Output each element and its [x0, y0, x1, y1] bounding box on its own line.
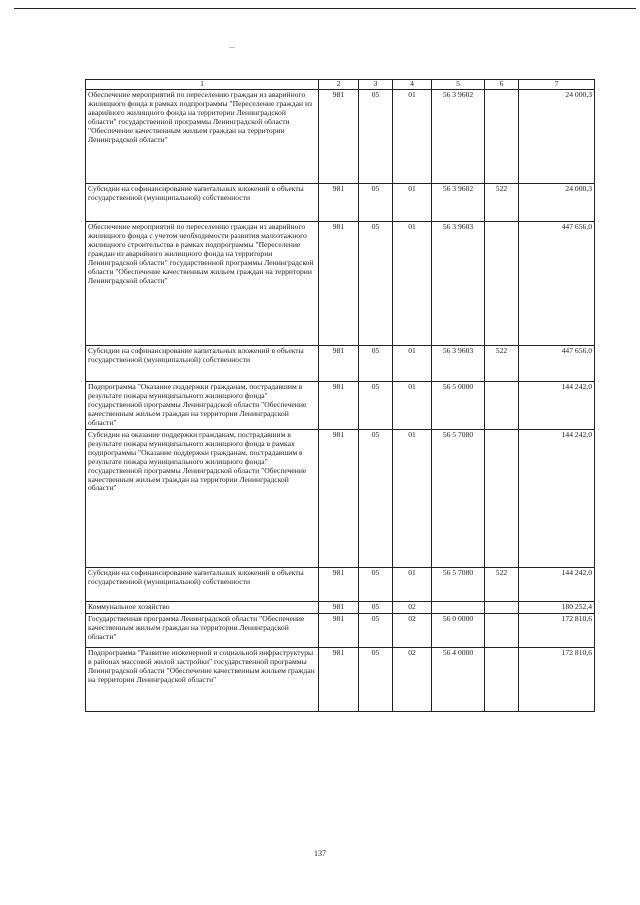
table-row	[86, 184, 595, 222]
row-cell-c5: 56 5 0000	[432, 382, 485, 430]
row-cell-c7: 447 656,0	[519, 222, 595, 346]
row-cell-c2: 981	[319, 429, 359, 567]
row-cell-c5: 56 3 9602	[432, 90, 485, 184]
row-cell-c3: 05	[359, 567, 393, 601]
column-header: 3	[359, 80, 393, 90]
row-cell-c2: 981	[319, 613, 359, 647]
row-description: Субсидии на софинансирование капитальных вложений в объекты государственной (муниципальной) собственности	[86, 567, 319, 601]
row-cell-c7: 144 242,0	[519, 382, 595, 430]
row-cell-c3: 05	[359, 601, 393, 613]
row-cell-c6	[485, 382, 519, 430]
row-cell-c6: 522	[485, 346, 519, 382]
row-cell-c4: 02	[393, 601, 432, 613]
row-cell-c7: 24 000,3	[519, 184, 595, 222]
row-cell-c3: 05	[359, 222, 393, 346]
row-cell-c3: 05	[359, 184, 393, 222]
table-row	[86, 613, 595, 647]
row-cell-c6	[485, 222, 519, 346]
table-row	[86, 222, 595, 346]
row-cell-c7: 144 242,0	[519, 429, 595, 567]
row-description: Обеспечение мероприятий по переселению граждан из аварийного жилищного фонда с учетом необходимости развития малоэтажного жилищного строительства в рамках подпрограммы "Переселение граждан из аварийного жилищного фонда на территории Ленинградской области" государственной программы Ленинградской области "Обеспечение качественным жильем граждан на территории Ленинградской области"	[86, 222, 319, 346]
row-cell-c7: 144 242,0	[519, 567, 595, 601]
row-description: Субсидии на софинансирование капитальных вложений в объекты государственной (муниципальной) собственности	[86, 346, 319, 382]
row-cell-c3: 05	[359, 382, 393, 430]
row-cell-c5	[432, 601, 485, 613]
row-cell-c7: 447 656,0	[519, 346, 595, 382]
row-cell-c4: 02	[393, 647, 432, 711]
row-cell-c6	[485, 647, 519, 711]
row-cell-c5: 56 5 7080	[432, 567, 485, 601]
column-header: 7	[519, 80, 595, 90]
row-cell-c4: 01	[393, 184, 432, 222]
row-cell-c3: 05	[359, 90, 393, 184]
column-header: 2	[319, 80, 359, 90]
table-row	[86, 567, 595, 601]
row-description: Коммунальное хозяйство	[86, 601, 319, 613]
row-cell-c6	[485, 613, 519, 647]
top-rule	[14, 8, 636, 9]
row-cell-c6: 522	[485, 184, 519, 222]
row-cell-c3: 05	[359, 613, 393, 647]
table-row	[86, 429, 595, 567]
row-cell-c2: 981	[319, 184, 359, 222]
page-number: 137	[314, 849, 326, 858]
table-row	[86, 90, 595, 184]
row-cell-c5: 56 5 7080	[432, 429, 485, 567]
row-cell-c4: 02	[393, 613, 432, 647]
row-cell-c3: 05	[359, 647, 393, 711]
table-row	[86, 346, 595, 382]
table-row	[86, 647, 595, 711]
table-body	[86, 90, 595, 712]
row-cell-c4: 01	[393, 429, 432, 567]
row-cell-c4: 01	[393, 346, 432, 382]
row-description: Субсидии на софинансирование капитальных вложений в объекты государственной (муниципальной) собственности	[86, 184, 319, 222]
budget-table	[85, 79, 595, 712]
row-cell-c3: 05	[359, 429, 393, 567]
row-description: Субсидии на оказание поддержки гражданам, пострадавшим в результате пожара муниципального жилищного фонда в рамках подпрограммы "Оказание поддержки гражданам, пострадавшим в результате пожара муниципального жилищного фонда" государственной программы Ленинградской области "Обеспечение качественным жильем граждан на территории Ленинградской области"	[86, 429, 319, 567]
table-header-row	[86, 80, 595, 90]
row-cell-c2: 981	[319, 601, 359, 613]
row-cell-c2: 981	[319, 222, 359, 346]
row-cell-c5: 56 3 9602	[432, 184, 485, 222]
scan-mark: ...	[229, 41, 235, 50]
row-cell-c2: 981	[319, 346, 359, 382]
column-header: 1	[86, 80, 319, 90]
row-cell-c6	[485, 90, 519, 184]
row-description: Государственная программа Ленинградской области "Обеспечение качественным жильем граждан на территории Ленинградской области"	[86, 613, 319, 647]
row-cell-c2: 981	[319, 567, 359, 601]
column-header: 5	[432, 80, 485, 90]
row-cell-c5: 56 4 0000	[432, 647, 485, 711]
row-cell-c7: 172 810,6	[519, 647, 595, 711]
row-cell-c4: 01	[393, 567, 432, 601]
row-cell-c2: 981	[319, 382, 359, 430]
row-cell-c6: 522	[485, 567, 519, 601]
table-row	[86, 601, 595, 613]
row-cell-c7: 172 810,6	[519, 613, 595, 647]
row-cell-c2: 981	[319, 90, 359, 184]
row-cell-c7: 24 000,3	[519, 90, 595, 184]
row-cell-c2: 981	[319, 647, 359, 711]
row-description: Обеспечение мероприятий по переселению граждан из аварийного жилищного фонда в рамках подпрограммы "Переселение граждан из аварийного жилищного фонда на территории Ленинградской области" государственной программы Ленинградской области "Обеспечение качественным жильем граждан на территории Ленинградской области"	[86, 90, 319, 184]
table-row	[86, 382, 595, 430]
row-cell-c4: 01	[393, 90, 432, 184]
column-header: 6	[485, 80, 519, 90]
row-cell-c5: 56 3 9603	[432, 346, 485, 382]
row-cell-c6	[485, 601, 519, 613]
row-cell-c5: 56 0 0000	[432, 613, 485, 647]
row-cell-c7: 180 252,4	[519, 601, 595, 613]
row-cell-c4: 01	[393, 382, 432, 430]
row-cell-c4: 01	[393, 222, 432, 346]
row-description: Подпрограмма "Оказание поддержки гражданам, пострадавшим в результате пожара муниципального жилищного фонда" государственной программы Ленинградской области "Обеспечение качественным жильем граждан на территории Ленинградской области"	[86, 382, 319, 430]
row-cell-c3: 05	[359, 346, 393, 382]
row-description: Подпрограмма "Развитие инженерной и социальной инфраструктуры в районах массовой жилой застройки" государственной программы Ленинградской области "Обеспечение качественным жильем граждан на территории Ленинградской области"	[86, 647, 319, 711]
row-cell-c6	[485, 429, 519, 567]
column-header: 4	[393, 80, 432, 90]
row-cell-c5: 56 3 9603	[432, 222, 485, 346]
